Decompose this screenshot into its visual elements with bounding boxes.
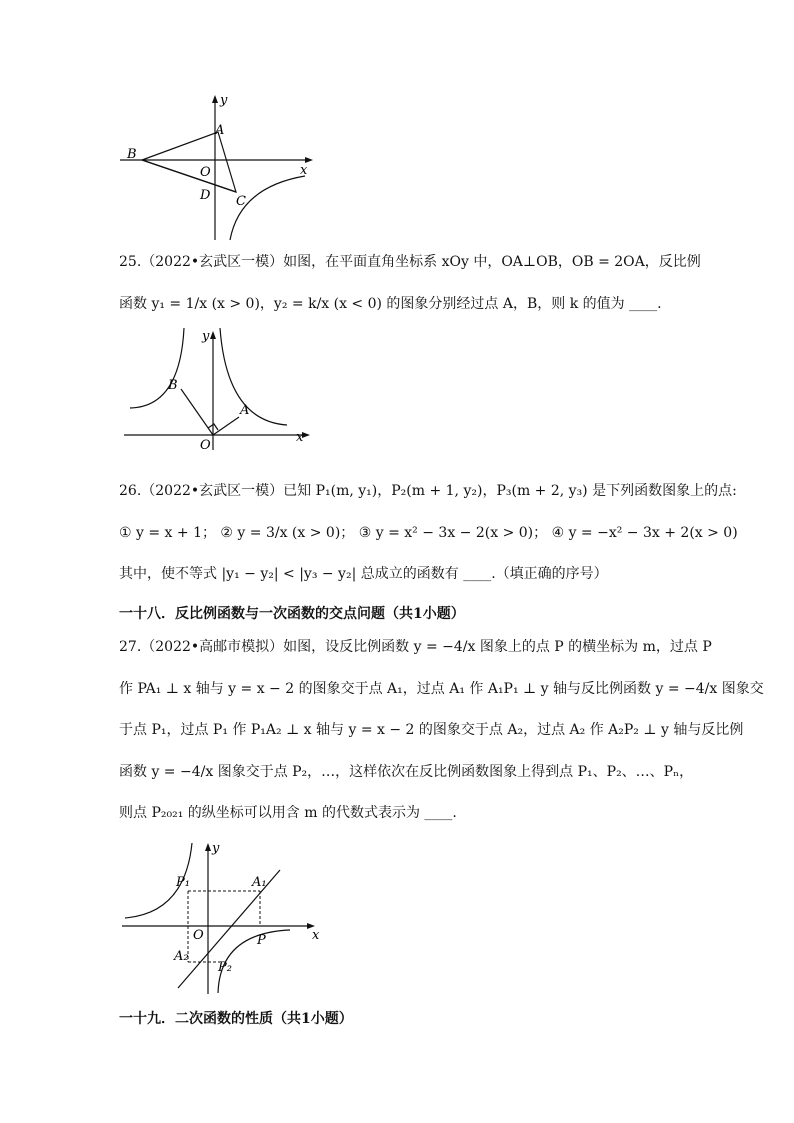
q27-line2: 作 PA₁ ⊥ x 轴与 y = x − 2 的图象交于点 A₁，过点 A₁ 作 A₁P₁ ⊥ y 轴与反比例函数 y = −4/x 图象交: [119, 681, 764, 697]
fig2-label-x: x: [296, 430, 304, 445]
fig2-label-y: y: [202, 329, 210, 344]
figure-triangle-abc: [120, 92, 320, 242]
q26-line2: ① y = x + 1； ② y = 3/x (x > 0)； ③ y = x² − 3x − 2(x > 0)； ④ y = −x² − 3x + 2(x > 0): [119, 525, 738, 541]
q27-line4: 函数 y = −4/x 图象交于点 P₂，…，这样依次在反比例函数图象上得到点 P₁、P₂、…、Pₙ，: [119, 764, 694, 780]
fig1-label-o: O: [200, 165, 211, 180]
q25-line1: 25.（2022•玄武区一模）如图，在平面直角坐标系 xOy 中，OA⊥OB，OB = 2OA，反比例: [119, 254, 701, 270]
fig3-label-y: y: [212, 841, 220, 856]
fig1-label-d: D: [200, 188, 211, 203]
fig2-label-b: B: [168, 378, 178, 393]
q27-line5: 则点 P₂₀₂₁ 的纵坐标可以用含 m 的代数式表示为 ____.: [119, 805, 457, 821]
q26-line1: 26.（2022•玄武区一模）已知 P₁(m, y₁)，P₂(m + 1, y₂)，P₃(m + 2, y₃) 是下列函数图象上的点:: [119, 483, 737, 499]
fig3-label-a2: A₂: [174, 949, 189, 964]
figure-points-sequence: [120, 838, 330, 998]
fig3-label-o: O: [193, 928, 204, 943]
q25-line2: 函数 y₁ = 1/x (x > 0)，y₂ = k/x (x < 0) 的图象分别经过点 A，B，则 k 的值为 ____.: [119, 296, 662, 312]
fig1-label-b: B: [127, 147, 137, 162]
fig2-label-o: O: [200, 438, 211, 453]
q27-line3: 于点 P₁，过点 P₁ 作 P₁A₂ ⊥ x 轴与 y = x − 2 的图象交于点 A₂，过点 A₂ 作 A₂P₂ ⊥ y 轴与反比例: [119, 722, 744, 738]
fig3-label-p2: P₂: [218, 960, 232, 975]
fig1-label-a: A: [215, 123, 225, 138]
q26-line3: 其中，使不等式 |y₁ − y₂| < |y₃ − y₂| 总成立的函数有 ____.（填正确的序号）: [119, 566, 608, 582]
fig3-label-x: x: [312, 928, 320, 943]
fig3-label-p: P: [257, 933, 266, 948]
fig1-label-c: C: [236, 194, 246, 209]
q27-line1: 27.（2022•高邮市模拟）如图，设反比例函数 y = −4/x 图象上的点 P 的横坐标为 m，过点 P: [119, 639, 712, 655]
section-19-title: 一十九．二次函数的性质（共1小题）: [119, 1011, 353, 1027]
fig2-label-a: A: [240, 403, 250, 418]
fig1-label-y: y: [220, 93, 228, 108]
fig3-label-a1: A₁: [252, 875, 267, 890]
fig1-label-x: x: [300, 163, 308, 178]
fig3-label-p1: P₁: [176, 875, 190, 890]
section-18-title: 一十八．反比例函数与一次函数的交点问题（共1小题）: [119, 606, 465, 622]
figure-inverse-proportion: [122, 326, 322, 454]
